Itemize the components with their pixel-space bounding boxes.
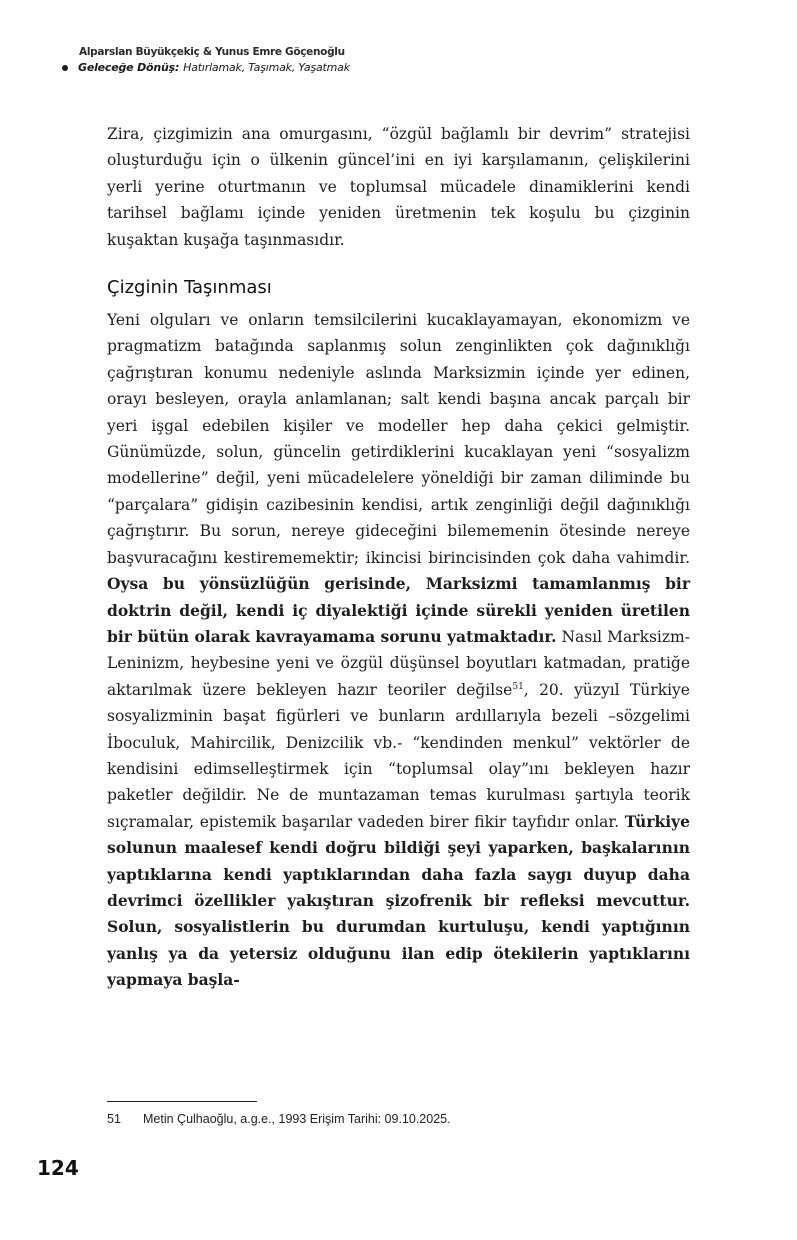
paragraph-main-text-c: , 20. yüzyıl Türkiye sosyalizminin başat figürleri ve bunların ardıllarıyla bezeli –sözgelimi İboculuk, Mahircilik, Denizcilik vb.- “kendinden menkul” vektörler de kendisini edimselleştirmek için “toplumsal olay”ını bekleyen hazır paketler değildir. Ne de muntazaman temas kurulması şartıyla teorik sıçramalar, epistemik başarılar vadeden birer fikir tayfıdır onlar. [107,680,690,831]
running-head-authors: Alparslan Büyükçekiç & Yunus Emre Göçenoğlu [79,46,345,58]
book-title-lead: Geleceğe Dönüş: [78,61,180,74]
running-head [62,44,350,76]
footnote-divider [107,1101,257,1102]
footnote-text: Metin Çulhaoğlu, a.g.e., 1993 Erişim Tarihi: 09.10.2025. [143,1112,451,1126]
footnote [107,1110,690,1128]
paragraph-intro: Zira, çizgimizin ana omurgasını, “özgül bağlamlı bir devrim” stratejisi oluşturduğu için o ülkenin güncel’ini en iyi karşılamanın, çelişkilerini yerli yerine oturtmanın ve toplumsal mücadele dinamiklerini kendi tarihsel bağlamı içinde yeniden üretmenin tek koşulu bu çizginin kuşaktan kuşağa taşınmasıdır. [107,125,690,249]
footnote-reference[interactable]: 51 [512,681,524,692]
paragraph-main-text-a: Yeni olguları ve onların temsilcilerini kucaklayamayan, ekonomizm ve pragmatizm batağında saplanmış solun zenginlikten çok dağınıklığı çağrıştıran konumu nedeniyle aslında Marksizmin içinde yer edinen, orayı besleyen, orayla anlamlanan; salt kendi başına ancak parçalı bir yeri işgal edebilen kişiler ve modeller hep daha çekici gelmiştir. Günümüzde, solun, güncelin getirdiklerini kucaklayan yeni “sosyalizm modellerine” değil, yeni mücadelelere yöneldiği bir zaman diliminde bu “parçalara” gidişin cazibesinin kendisi, artık zenginliği değil dağınıklığı çağrıştırır. Bu sorun, nereye gideceğini bilememenin ötesinde nereye başvuracağını kestirememektir; ikincisi birincisinden çok daha vahimdir. [107,311,690,567]
book-title-rest: Hatırlamak, Taşımak, Yaşatmak [183,61,350,74]
paragraph-main-bold-b: Türkiye solunun maalesef kendi doğru bildiği şeyi yaparken, başkalarının yaptıklarına kendi yaptıklarından daha fazla saygı duyup daha devrimci özellikler yakıştıran şizofrenik bir refleksi mevcuttur. Solun, sosyalistlerin bu durumdan kurtuluşu, kendi yaptığının yanlış ya da yetersiz olduğunu ilan edip ötekilerin yaptıklarını yapmaya başla- [107,811,690,990]
paragraph-main [107,307,690,994]
page-number: 124 [37,1156,79,1180]
paragraph-main-bold-a: Oysa bu yönsüzlüğün gerisinde, Marksizmi tamamlanmış bir doktrin değil, kendi iç diyalektiği içinde sürekli yeniden üretilen bir bütün olarak kavrayamama sorunu yatmaktadır. [107,574,690,646]
bullet-icon [62,65,68,71]
paragraph-main-text-b: Nasıl Marksizm-Leninizm, heybesine yeni ve özgül düşünsel boyutları katmadan, pratiğe aktarılmak üzere bekleyen hazır teoriler değilse [107,627,690,699]
page-body [107,121,690,994]
running-head-book-title [62,60,350,76]
section-heading: Çizginin Taşınması [107,277,272,299]
footnote-number: 51 [107,1112,121,1126]
